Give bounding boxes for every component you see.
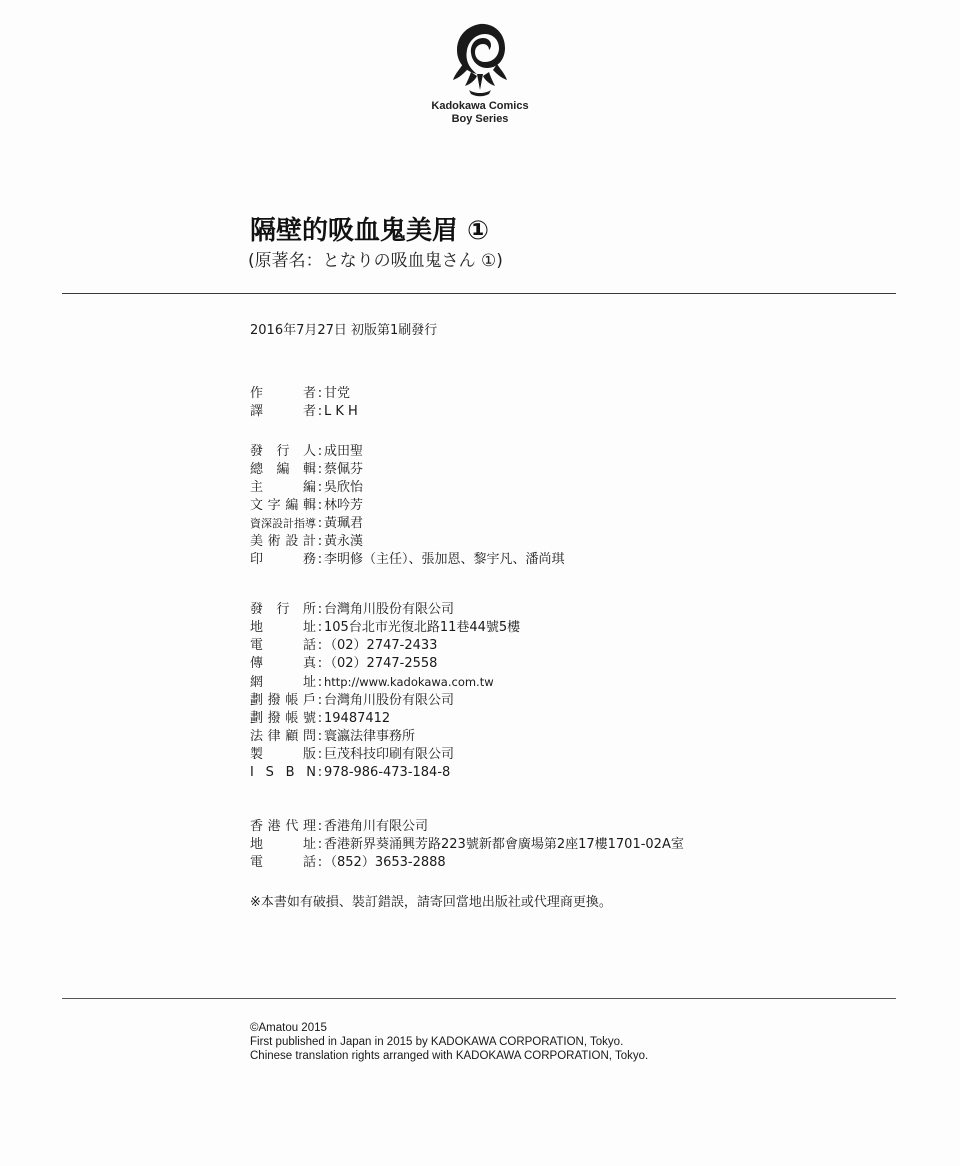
info-value: 寰瀛法律事務所 [324,729,416,744]
credit-value: 黃珮君 [324,516,364,531]
info-label: 發行所 [250,602,316,617]
credit-row-translator: 譯 者 : L K H [250,404,358,419]
info-value: 台灣角川股份有限公司 [324,602,455,617]
publisher-row: 法律顧問 : 寰瀛法律事務所 [250,729,416,744]
publisher-row: 傳 真 : （02）2747-2558 [250,656,438,671]
credit-label: 作 者 [250,386,316,401]
credit-label: 印 務 [250,552,316,567]
credit-label: 譯 者 [250,404,316,419]
info-label: 法律顧問 [250,729,316,744]
info-label: I S B N [250,765,316,780]
publisher-info [250,601,520,782]
publisher-row: 製 版 : 巨茂科技印刷有限公司 [250,747,455,762]
publisher-row: 發行所 : 台灣角川股份有限公司 [250,602,455,617]
logo-line-1: Kadokawa Comics [431,100,529,112]
credit-row: 印 務 : 李明修（主任）、張加恩、黎宇凡、潘尚琪 [250,552,565,567]
info-label: 香港代理 [250,819,316,834]
hk-row: 香港代理 : 香港角川有限公司 [250,819,429,834]
info-value: 香港新界葵涌興芳路223號新都會廣場第2座17樓1701-02A室 [324,837,684,852]
info-label: 地 址 [250,620,316,635]
credit-label: 總編輯 [250,462,316,477]
credit-value: L K H [324,404,358,419]
credit-value: 林吟芳 [324,498,364,513]
info-value: （02）2747-2558 [324,656,438,671]
credit-row: 美術設計 : 黃永漢 [250,534,364,549]
info-label: 地 址 [250,837,316,852]
publisher-row: 地 址 : 105台北市光復北路11巷44號5樓 [250,620,521,635]
credit-label: 美術設計 [250,534,316,549]
publisher-logo [420,20,540,126]
info-value: （02）2747-2433 [324,638,438,653]
info-value: 105台北市光復北路11巷44號5樓 [324,620,521,635]
credit-label: 文字編輯 [250,498,316,513]
isbn-value: 978-986-473-184-8 [324,765,451,780]
copyright-block [250,1021,648,1063]
top-divider [62,293,896,294]
credit-value: 蔡佩芬 [324,462,364,477]
publisher-row: 劃撥帳號 : 19487412 [250,711,391,726]
info-label: 傳 真 [250,656,316,671]
publisher-row: I S B N : 978-986-473-184-8 [250,765,451,780]
book-title: 隔壁的吸血鬼美眉 ① [250,216,490,246]
credit-row: 主 編 : 吳欣怡 [250,480,364,495]
damage-notice: ※本書如有破損、裝訂錯誤，請寄回當地出版社或代理商更換。 [250,895,612,910]
info-value: （852）3653-2888 [324,855,446,870]
copyright-line-3: Chinese translation rights arranged with KADOKAWA CORPORATION, Tokyo. [250,1050,649,1062]
author-credits [250,385,358,421]
info-label: 電 話 [250,638,316,653]
credit-row-author: 作 者 : 甘党 [250,386,351,401]
info-value: 台灣角川股份有限公司 [324,693,455,708]
info-label: 製 版 [250,747,316,762]
info-value: 19487412 [324,711,391,726]
copyright-line-1: ©Amatou 2015 [250,1022,327,1034]
credit-row: 發行人 : 成田聖 [250,444,364,459]
staff-credits [250,443,565,569]
info-label: 網 址 [250,675,316,690]
copyright-line-2: First published in Japan in 2015 by KADOKAWA CORPORATION, Tokyo. [250,1036,624,1048]
credit-row: 總編輯 : 蔡佩芬 [250,462,364,477]
credit-label: 主 編 [250,480,316,495]
logo-line-2: Boy Series [451,113,509,125]
credit-value: 成田聖 [324,444,364,459]
credit-value: 黃永漢 [324,534,364,549]
hk-row: 電 話 : （852）3653-2888 [250,855,446,870]
info-value: 巨茂科技印刷有限公司 [324,747,455,762]
credit-value: 甘党 [324,386,351,401]
info-label: 劃撥帳戶 [250,693,316,708]
edition-line: 2016年7月27日 初版第1刷發行 [250,323,438,338]
publisher-row: 網 址 : http://www.kadokawa.com.tw [250,675,494,690]
publisher-row: 劃撥帳戶 : 台灣角川股份有限公司 [250,693,455,708]
bottom-divider [62,998,896,999]
publisher-row: 電 話 : （02）2747-2433 [250,638,438,653]
info-value: 香港角川有限公司 [324,819,429,834]
phoenix-emblem-icon [449,20,511,100]
credit-label: 發行人 [250,444,316,459]
credit-value: 吳欣怡 [324,480,364,495]
info-label: 劃撥帳號 [250,711,316,726]
hongkong-agent-info [250,818,684,872]
hk-row: 地 址 : 香港新界葵涌興芳路223號新都會廣場第2座17樓1701-02A室 [250,837,684,852]
original-title: (原著名：となりの吸血鬼さん ①) [248,251,503,271]
info-label: 電 話 [250,855,316,870]
credit-value: 李明修（主任）、張加恩、黎宇凡、潘尚琪 [324,552,565,567]
credit-row: 資深設計指導 : 黃珮君 [250,516,364,531]
credit-row: 文字編輯 : 林吟芳 [250,498,364,513]
website-value: http://www.kadokawa.com.tw [324,675,494,689]
credit-label: 資深設計指導 [250,517,316,530]
